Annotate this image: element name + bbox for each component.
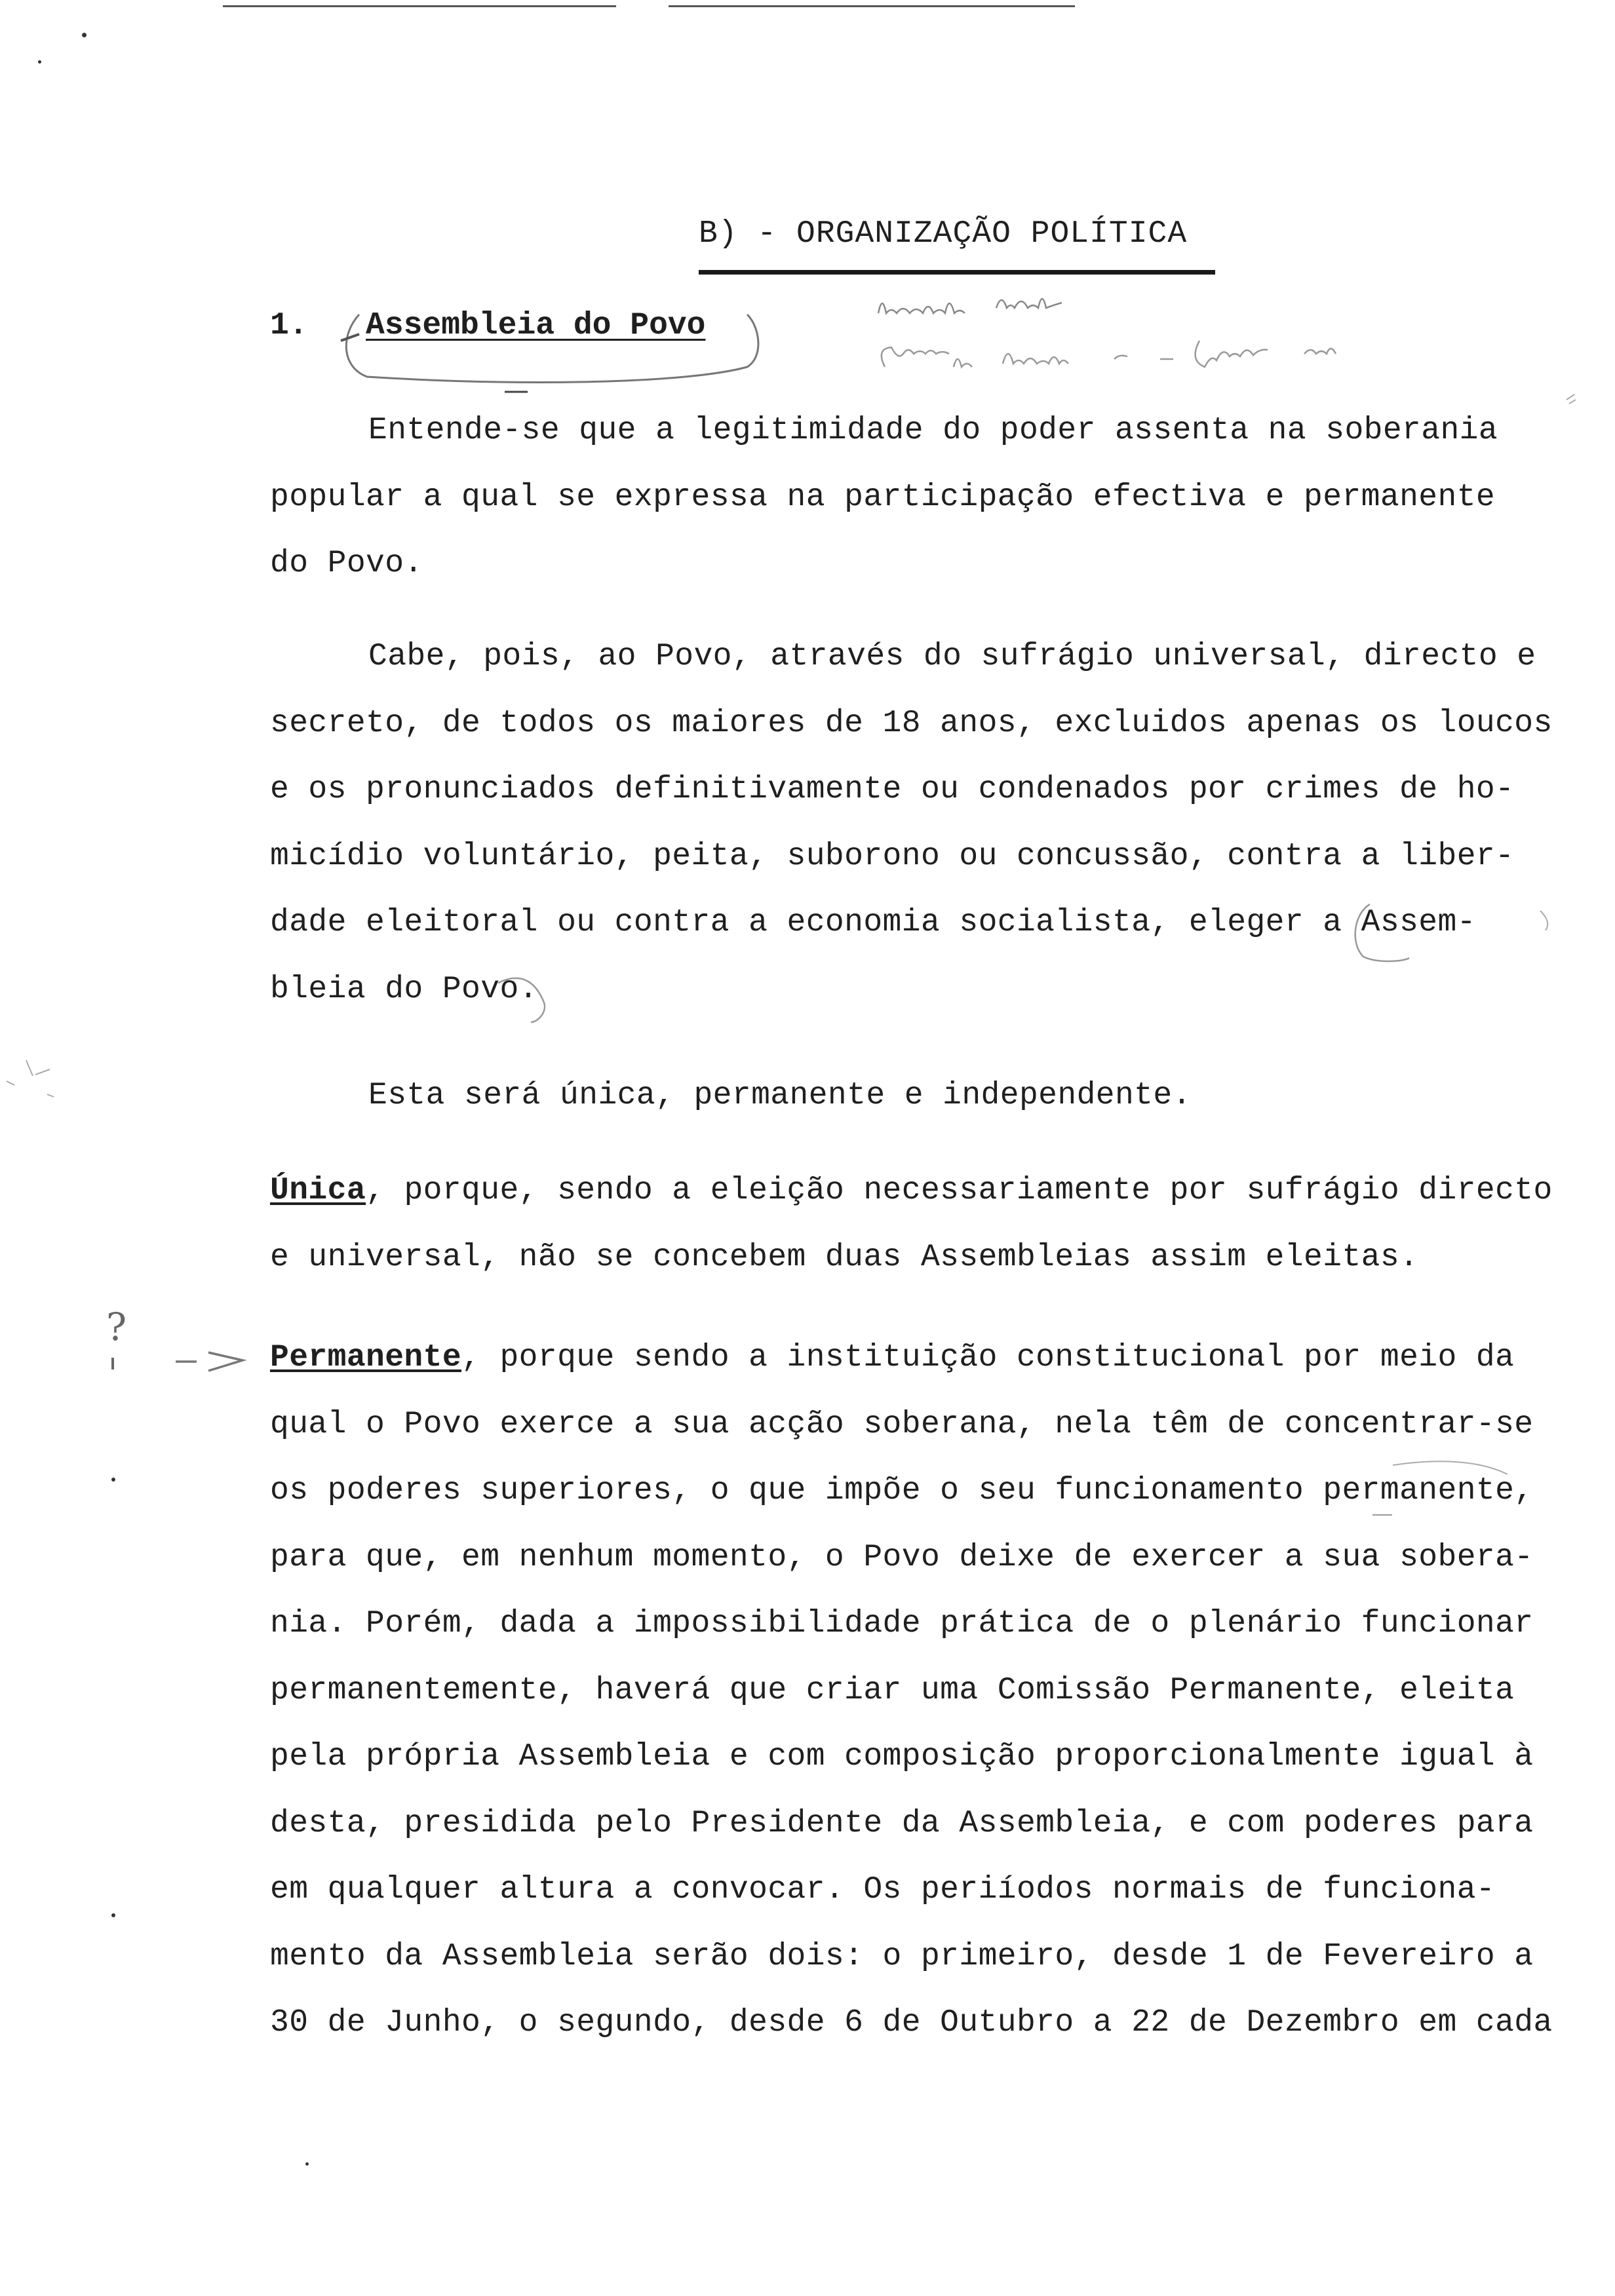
text-line: bleia do Povo.	[270, 971, 538, 1007]
line-rest: , porque, sendo a eleição necessariamente por sufrágio directo	[366, 1173, 1553, 1208]
text-line: nia. Porém, dada a impossibilidade prática de o plenário funcionar	[270, 1606, 1534, 1641]
text-line: micídio voluntário, peita, suborono ou concussão, contra a liber-	[270, 838, 1515, 874]
text-line: para que, em nenhum momento, o Povo deixe de exercer a sua sobera-	[270, 1539, 1534, 1575]
text-line: secreto, de todos os maiores de 18 anos, excluidos apenas os loucos	[270, 705, 1553, 741]
text-line: Cabe, pois, ao Povo, através do sufrágio universal, directo e	[368, 639, 1536, 674]
text-line: popular a qual se expressa na participação efectiva e permanente	[270, 479, 1496, 515]
text-line	[270, 1340, 1514, 1375]
text-line: qual o Povo exerce a sua acção soberana, nela têm de concentrar-se	[270, 1406, 1534, 1442]
margin-question-mark: ?	[106, 1305, 127, 1349]
text-line: mento da Assembleia serão dois: o primeiro, desde 1 de Fevereiro a	[270, 1938, 1534, 1974]
section-number: 1.	[270, 308, 308, 343]
text-line: e os pronunciados definitivamente ou condenados por crimes de ho-	[270, 772, 1515, 807]
text-line: dade eleitoral ou contra a economia socialista, eleger a Assem-	[270, 905, 1476, 940]
section-title: Assembleia do Povo	[366, 308, 706, 343]
text-line	[270, 1173, 1553, 1208]
text-line: do Povo.	[270, 546, 423, 581]
text-line: desta, presidida pelo Presidente da Assembleia, e com poderes para	[270, 1805, 1534, 1841]
term-permanente: Permanente	[270, 1340, 462, 1375]
text-line: e universal, não se concebem duas Assembleias assim eleitas.	[270, 1239, 1419, 1275]
term-unica: Única	[270, 1173, 366, 1208]
text-line: Esta será única, permanente e independente.	[368, 1078, 1192, 1113]
text-line: 30 de Junho, o segundo, desde 6 de Outubro a 22 de Dezembro em cada	[270, 2005, 1553, 2040]
line-rest: , porque sendo a instituição constitucional por meio da	[461, 1340, 1515, 1375]
text-line: pela própria Assembleia e com composição proporcionalmente igual à	[270, 1739, 1534, 1774]
text-line: em qualquer altura a convocar. Os periíodos normais de funciona-	[270, 1872, 1496, 1907]
text-line: Entende-se que a legitimidade do poder assenta na soberania	[368, 413, 1498, 448]
text-line: os poderes superiores, o que impõe o seu funcionamento permanente,	[270, 1473, 1534, 1508]
text-line: permanentemente, haverá que criar uma Comissão Permanente, eleita	[270, 1672, 1515, 1708]
page-heading: B) - ORGANIZAÇÃO POLÍTICA	[699, 216, 1188, 252]
